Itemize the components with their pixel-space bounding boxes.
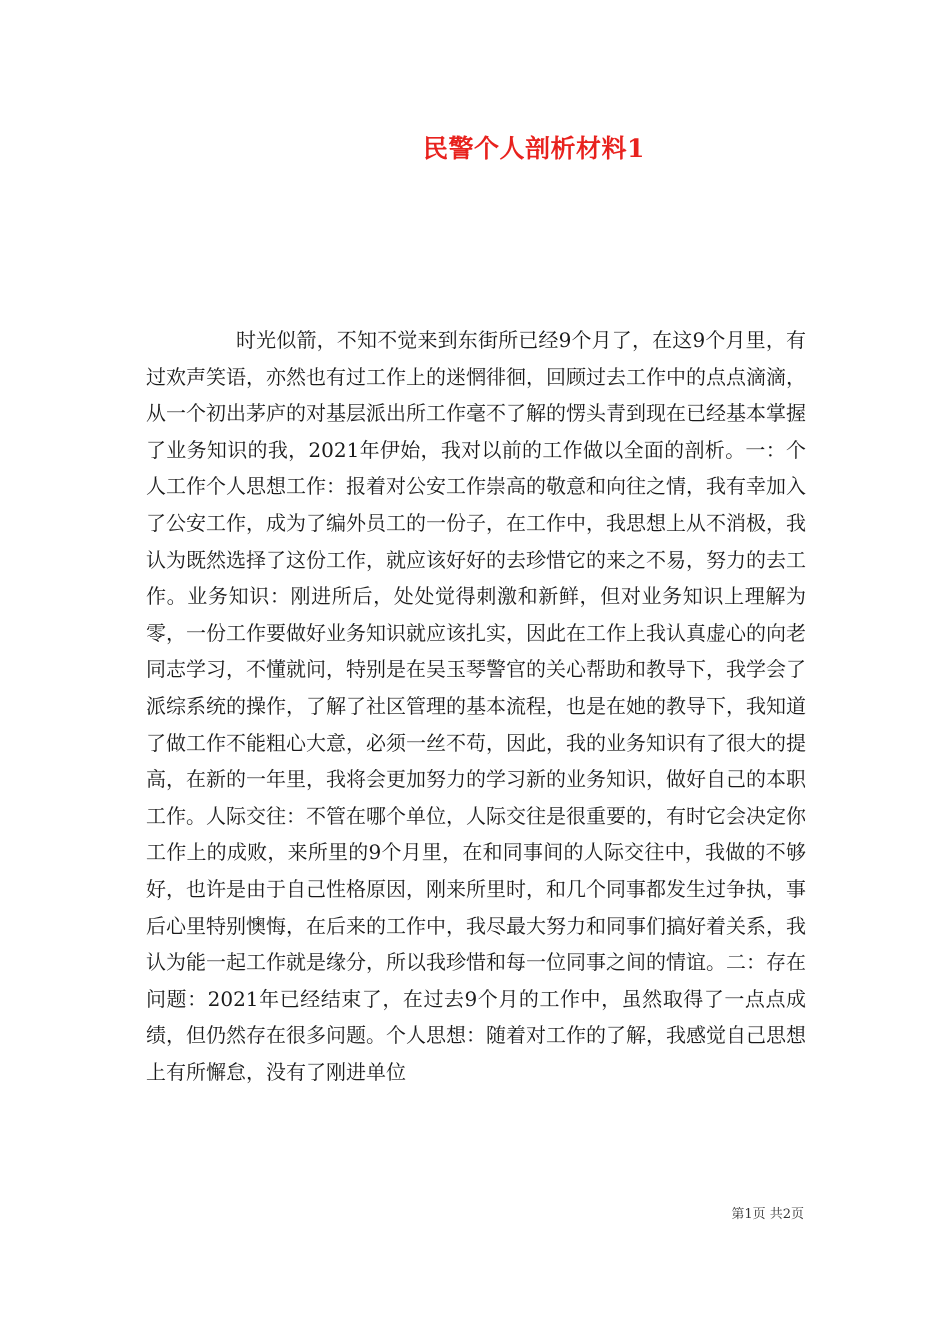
document-title: 民警个人剖析材料1: [423, 134, 645, 163]
document-body: 时光似箭，不知不觉来到东街所已经9个月了，在这9个月里，有过欢声笑语，亦然也有过工作上的迷惘徘徊，回顾过去工作中的点点滴滴，从一个初出茅庐的对基层派出所工作毫不了解的愣头青到现在已经基本掌握了业务知识的我，2021年伊始，我对以前的工作做以全面的剖析。一：个人工作个人思想工作：报着对公安工作崇高的敬意和向往之情，我有幸加入了公安工作，成为了编外员工的一份子，在工作中，我思想上从不消极，我认为既然选择了这份工作，就应该好好的去珍惜它的来之不易，努力的去工作。业务知识：刚进所后，处处觉得刺激和新鲜，但对业务知识上理解为零，一份工作要做好业务知识就应该扎实，因此在工作上我认真虚心的向老同志学习，不懂就问，特别是在吴玉琴警官的关心帮助和教导下，我学会了派综系统的操作，了解了社区管理的基本流程，也是在她的教导下，我知道了做工作不能粗心大意，必须一丝不苟，因此，我的业务知识有了很大的提高，在新的一年里，我将会更加努力的学习新的业务知识，做好自己的本职工作。人际交往：不管在哪个单位，人际交往是很重要的，有时它会决定你工作上的成败，来所里的9个月里，在和同事间的人际交往中，我做的不够好，也许是由于自己性格原因，刚来所里时，和几个同事都发生过争执，事后心里特别懊悔，在后来的工作中，我尽最大努力和同事们搞好着关系，我认为能一起工作就是缘分，所以我珍惜和每一位同事之间的情谊。二：存在问题：2021年已经结束了，在过去9个月的工作中，虽然取得了一点点成绩，但仍然存在很多问题。个人思想：随着对工作的了解，我感觉自己思想上有所懈怠，没有了刚进单位: [146, 328, 806, 1084]
page-number-footer: 第1页 共2页: [731, 1207, 804, 1222]
